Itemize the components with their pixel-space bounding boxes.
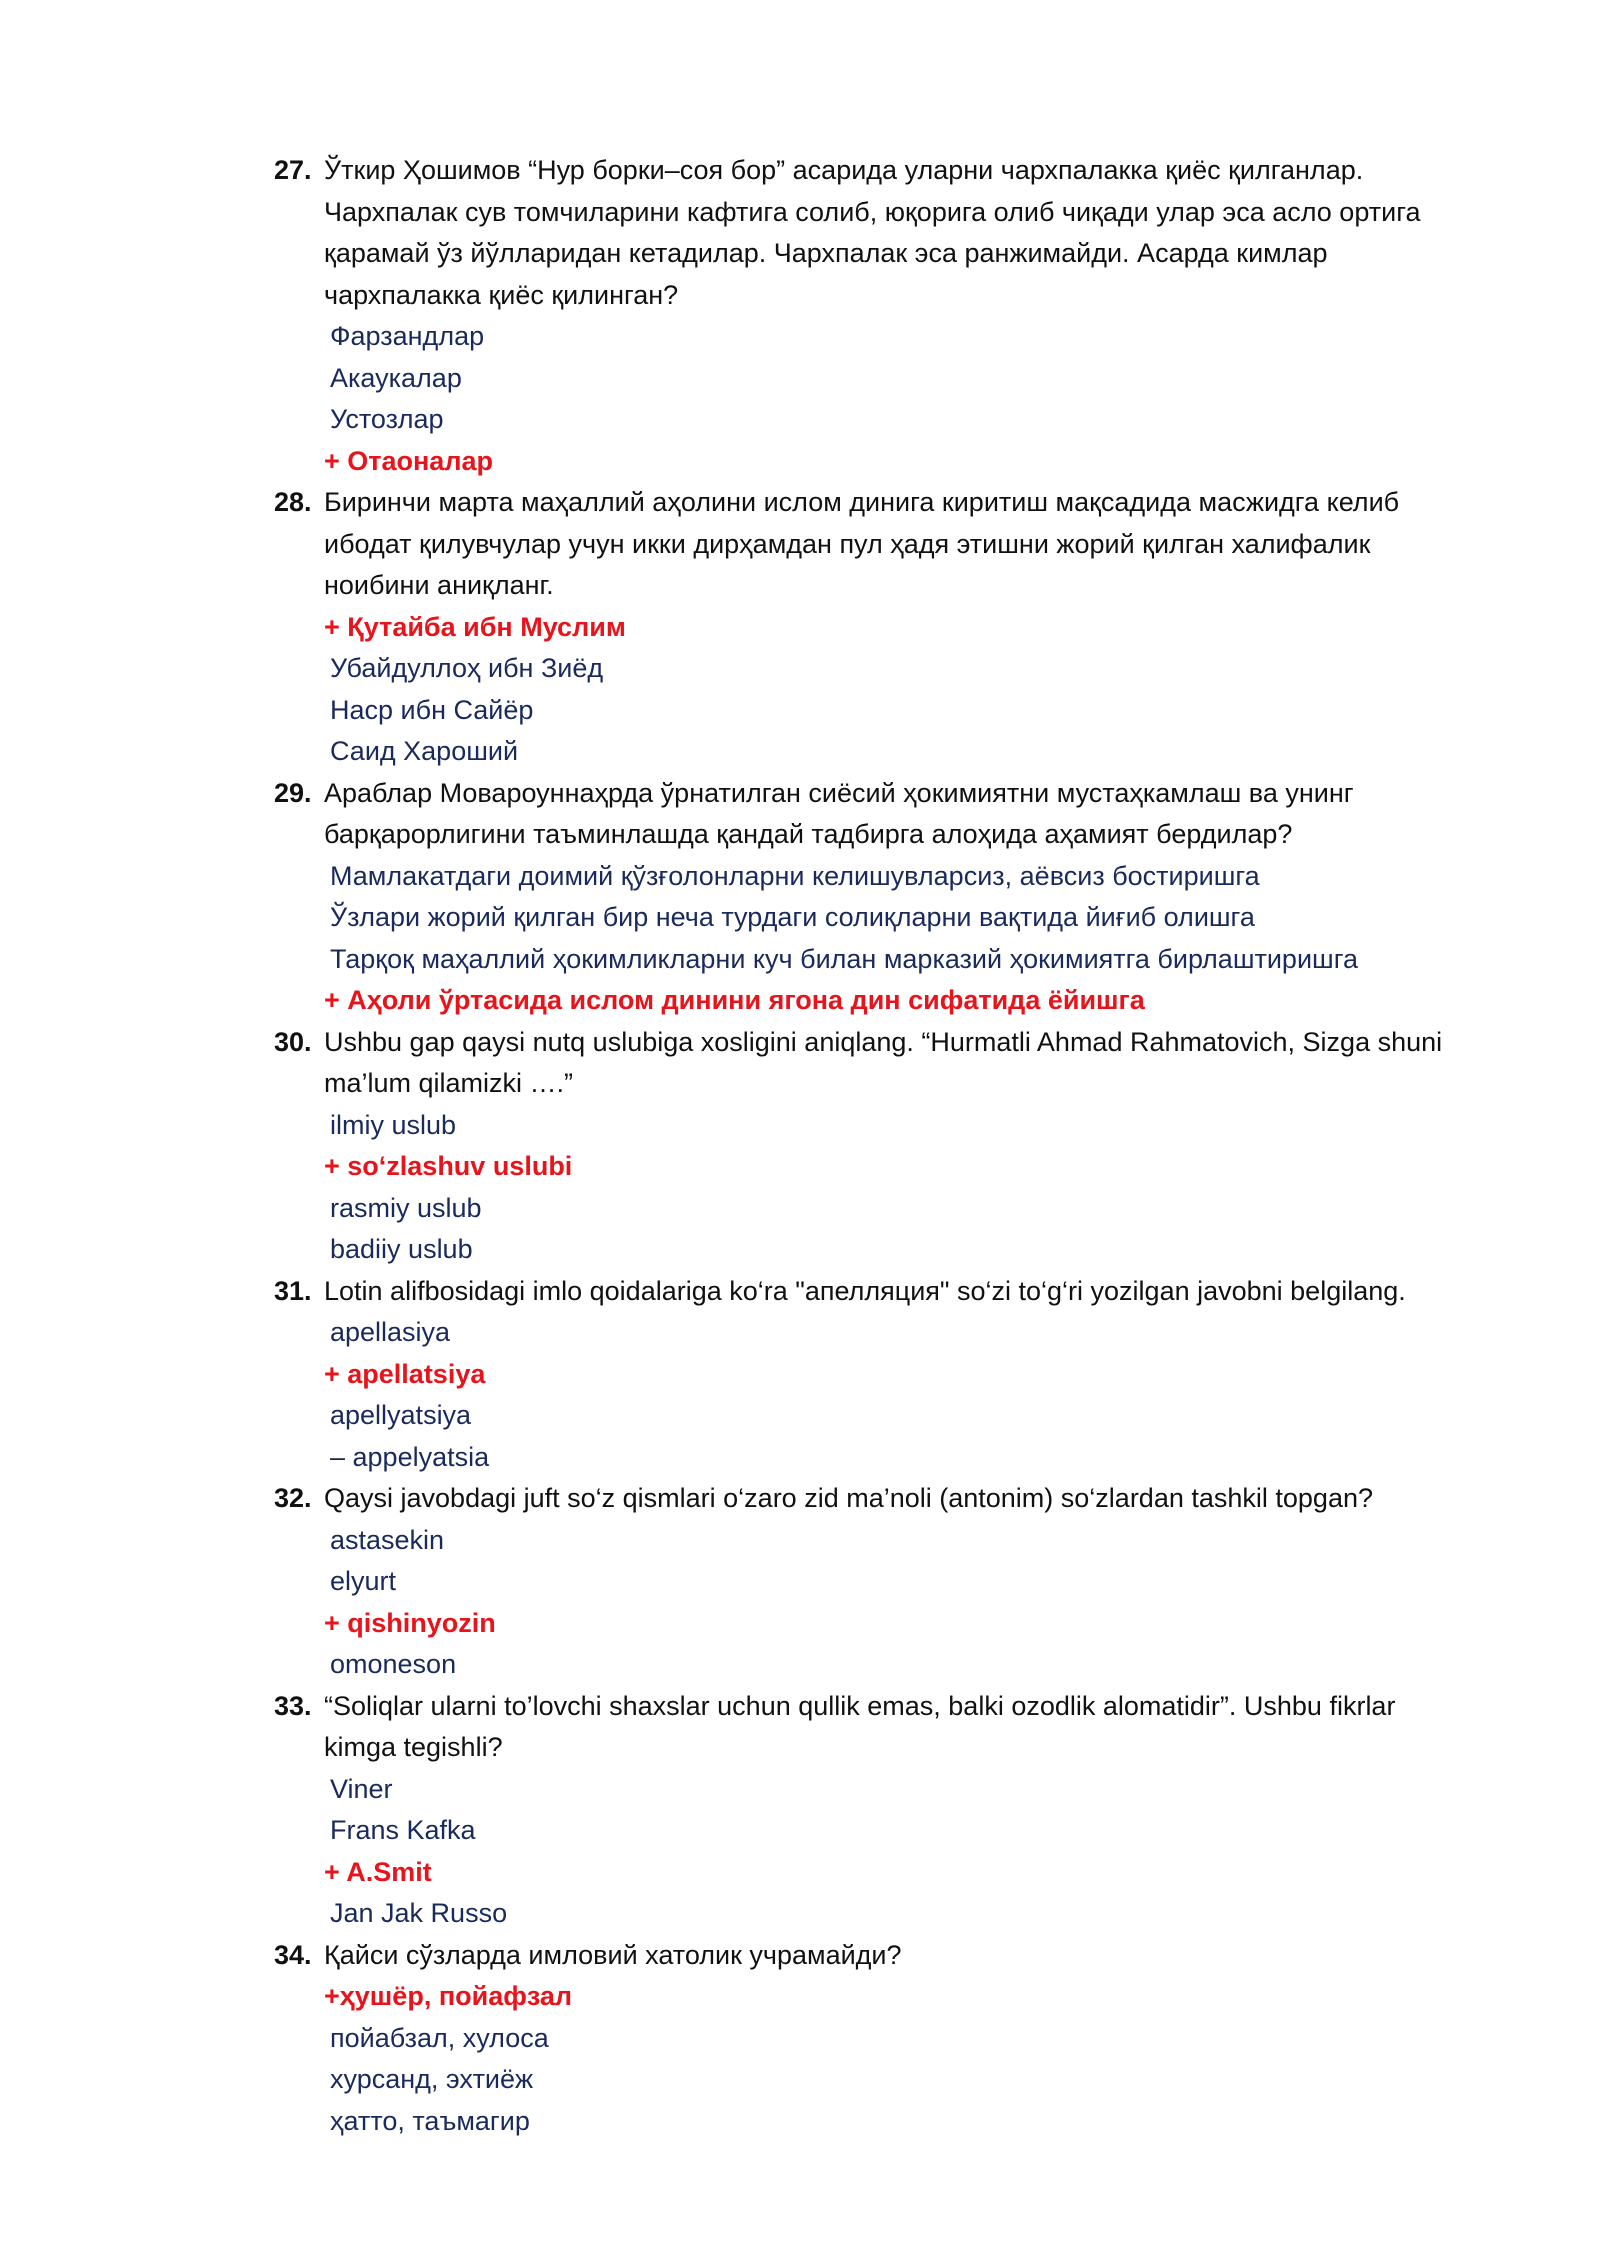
question-27 [274, 150, 1444, 482]
answer-option: badiiy uslub [330, 1234, 473, 1264]
answer-option: – appelyatsia [330, 1441, 490, 1472]
question-body [324, 773, 1444, 1022]
question-text: Араблар Мовароуннаҳрда ўрнатилган сиёсий ҳокимиятни мустаҳкамлаш ва унинг барқарорлигини таъминлашда қандай тадбирга алоҳида аҳамият бердилар? [324, 777, 1354, 849]
answer-option: ҳатто, таъмагир [330, 2105, 530, 2136]
answer-option: пойабзал, хулоса [330, 2022, 549, 2053]
answer-option-correct: + so‘zlashuv uslubi [324, 1151, 573, 1181]
answer-option: Акаукалар [330, 362, 462, 393]
question-number: 33. [274, 1690, 312, 1721]
answer-option: rasmiy uslub [330, 1192, 482, 1223]
question-number: 32. [274, 1483, 312, 1513]
question-33 [274, 1686, 1444, 1935]
answer-option: Устозлар [330, 404, 444, 434]
answer-option-correct: + A.Smit [324, 1856, 432, 1887]
question-body [324, 1686, 1444, 1935]
answer-option: Наср ибн Сайёр [330, 694, 534, 725]
question-text: Биринчи марта маҳаллий аҳолини ислом динига киритиш мақсадида масжидга келиб ибодат қилувчулар учун икки дирҳамдан пул ҳадя этишни жорий қилган халифалик ноибини аниқланг. [324, 487, 1400, 600]
answer-option-correct: + Отаоналар [324, 445, 493, 476]
answer-option: elyurt [330, 1566, 397, 1596]
question-body [324, 1478, 1444, 1686]
question-body [324, 1022, 1444, 1271]
question-34 [274, 1935, 1444, 2143]
question-number: 34. [274, 1939, 312, 1970]
question-text: Qaysi javobdagi juft so‘z qismlari o‘zaro zid ma’noli (antonim) so‘zlardan tashkil topgan? [324, 1483, 1373, 1513]
question-number: 28. [274, 487, 312, 517]
question-body [324, 1271, 1444, 1479]
answer-option-correct: + apellatsiya [324, 1358, 486, 1389]
question-body [324, 150, 1444, 482]
question-29 [274, 773, 1444, 1022]
answer-option: omoneson [330, 1649, 457, 1679]
question-body [324, 482, 1444, 773]
question-32 [274, 1478, 1444, 1686]
question-text: Қайси сўзларда имловий хатолик учрамайди? [324, 1939, 902, 1970]
answer-option: Ўзлари жорий қилган бир неча турдаги солиқларни вақтида йиғиб олишга [330, 902, 1255, 932]
answer-option: Тарқоқ маҳаллий ҳокимликларни куч билан марказий ҳокимиятга бирлаштиришга [330, 943, 1358, 974]
answer-option-correct: +ҳушёр, пойафзал [324, 1981, 573, 2011]
answer-option: хурсанд, эхтиёж [330, 2064, 534, 2094]
answer-option: apellyatsiya [330, 1400, 472, 1430]
answer-option-correct: + Қутайба ибн Муслим [324, 611, 626, 642]
question-list [274, 150, 1444, 2142]
question-text: “Soliqlar ularni to’lovchi shaxslar uchun qullik emas, balki ozodlik alomatidir”. Ushbu fikrlar kimga tegishli? [324, 1690, 1396, 1762]
answer-option: Фарзандлар [330, 321, 485, 351]
answer-option: Jan Jak Russo [330, 1898, 508, 1928]
question-body [324, 1935, 1444, 2143]
question-number: 30. [274, 1026, 312, 1057]
answer-option: Саид Хароший [330, 736, 519, 766]
answer-option-correct: + qishinyozin [324, 1607, 496, 1638]
question-number: 31. [274, 1275, 312, 1306]
answer-option: Frans Kafka [330, 1815, 476, 1845]
answer-option: Мамлакатдаги доимий қўзғолонларни келишувларсиз, аёвсиз бостиришга [330, 860, 1260, 891]
question-31 [274, 1271, 1444, 1479]
question-number: 27. [274, 155, 312, 185]
answer-option: Viner [330, 1773, 393, 1804]
answer-option: ilmiy uslub [330, 1109, 457, 1140]
question-text: Ўткир Ҳошимов “Нур борки–соя бор” асарида уларни чархпалакка қиёс қилганлар. Чархпалак сув томчиларини кафтига солиб, юқорига олиб чиқади улар эса асло ортига қарамай ўз йўлларидан кетадилар. Чархпалак эса ранжимайди. Асарда кимлар чархпалакка қиёс қилинган? [324, 155, 1421, 310]
answer-option-correct: + Аҳоли ўртасида ислом динини ягона дин сифатида ёйишга [324, 985, 1145, 1015]
question-number: 29. [274, 777, 312, 808]
answer-option: astasekin [330, 1524, 445, 1555]
question-28 [274, 482, 1444, 773]
question-text: Ushbu gap qaysi nutq uslubiga xosligini aniqlang. “Hurmatli Ahmad Rahmatovich, Sizga shuni ma’lum qilamizki ….” [324, 1026, 1443, 1098]
answer-option: Убайдуллоҳ ибн Зиёд [330, 653, 604, 683]
answer-option: apellasiya [330, 1317, 451, 1347]
question-30 [274, 1022, 1444, 1271]
question-text: Lotin alifbosidagi imlo qoidalariga ko‘ra "апелляция" so‘zi to‘g‘ri yozilgan javobni belgilang. [324, 1275, 1406, 1306]
